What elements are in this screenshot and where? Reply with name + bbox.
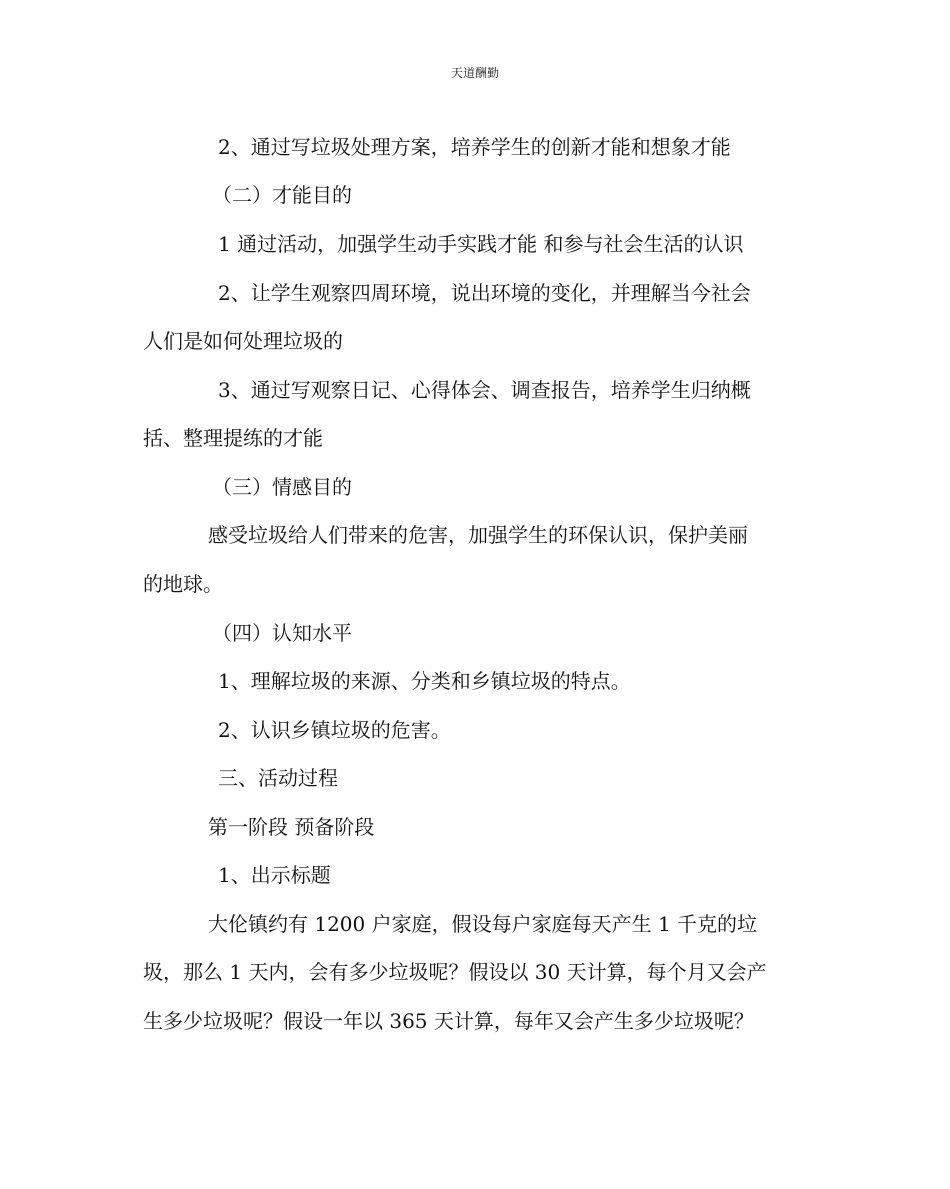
text-line: 人们是如何处理垃圾的 (143, 329, 343, 353)
page-header: 天道酬勤 (450, 66, 499, 80)
text-line: 1、理解垃圾的来源、分类和乡镇垃圾的特点。 (218, 669, 631, 693)
text-line: 1、出示标题 (218, 863, 331, 887)
section-heading: 三、活动过程 (218, 766, 338, 790)
text-line: 2、通过写垃圾处理方案，培养学生的创新才能和想象才能 (218, 135, 731, 159)
text-line: 生多少垃圾呢？假设一年以 365 天计算，每年又会产生多少垃圾呢？ (143, 1009, 754, 1033)
text-line: 1 通过活动，加强学生动手实践才能 和参与社会生活的认识 (218, 232, 744, 256)
text-line: 3、通过写观察日记、心得体会、调查报告，培养学生归纳概 (218, 378, 751, 402)
section-heading: 第一阶段 预备阶段 (208, 815, 375, 839)
text-line: 圾，那么 1 天内，会有多少垃圾呢？假设以 30 天计算，每个月又会产 (143, 960, 767, 984)
text-line: 感受垃圾给人们带来的危害，加强学生的环保认识，保护美丽 (208, 523, 748, 547)
text-line: 2、让学生观察四周环境，说出环境的变化，并理解当今社会 (218, 281, 751, 305)
text-line: 大伦镇约有 1200 户家庭，假设每户家庭每天产生 1 千克的垃 (208, 912, 758, 936)
text-line: 括、整理提练的才能 (143, 426, 323, 450)
section-heading: （二）才能目的 (212, 183, 352, 207)
section-heading: （三）情感目的 (212, 475, 352, 499)
section-heading: （四）认知水平 (212, 621, 352, 645)
text-line: 的地球。 (143, 572, 223, 596)
text-line: 2、认识乡镇垃圾的危害。 (218, 718, 451, 742)
